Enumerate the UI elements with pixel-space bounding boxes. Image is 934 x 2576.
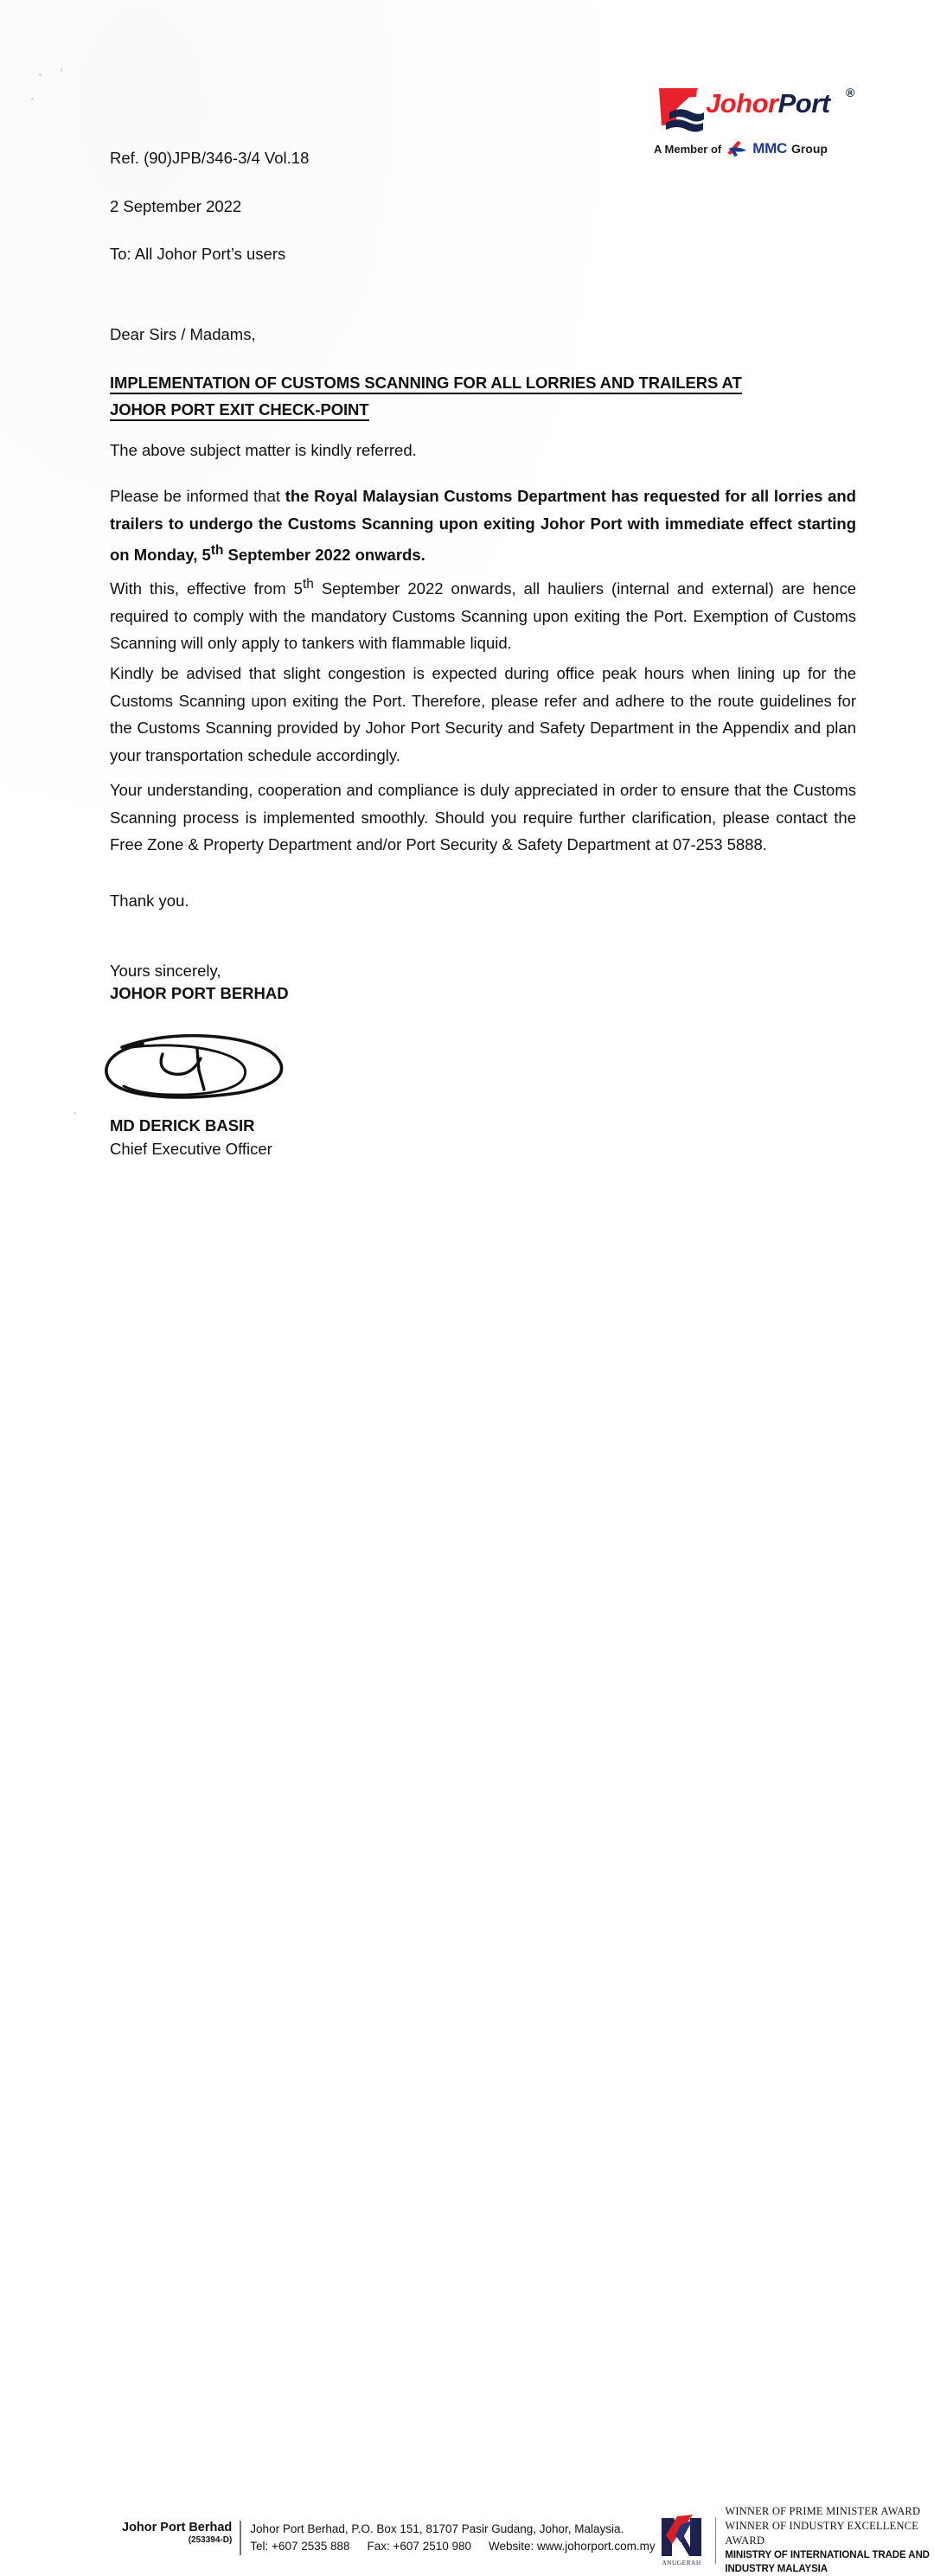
anugerah-caption: ANUGERAH xyxy=(662,2558,701,2566)
paragraph-2 xyxy=(110,483,856,569)
paragraph-3-ordinal-suffix: th xyxy=(302,577,314,591)
paragraph-3-part-b: September 2022 onwards, all hauliers (internal and external) are hence required to comply with the mandatory Customs Scanning upon exiting the Port. Exemption of Customs Scanning will only apply to tankers with flammable liquid. xyxy=(110,579,857,653)
subject-heading xyxy=(110,369,833,423)
footer-registration-number: (253394-D) xyxy=(188,2535,233,2545)
reference-number: Ref. (90)JPB/346-3/4 Vol.18 xyxy=(110,149,310,167)
subject-heading-line-1: IMPLEMENTATION OF CUSTOMS SCANNING FOR ALL LORRIES AND TRAILERS AT xyxy=(110,374,742,394)
mmc-wordmark: MMC xyxy=(752,140,787,157)
company-letterhead xyxy=(650,83,867,169)
footer-divider xyxy=(240,2521,241,2555)
recipient-line: To: All Johor Port’s users xyxy=(110,245,286,263)
footer-fax: Fax: +607 2510 980 xyxy=(367,2540,472,2553)
brand-port-text: Port xyxy=(777,88,830,118)
signer-title: Chief Executive Officer xyxy=(110,1140,272,1158)
footer-contact-line xyxy=(250,2538,655,2555)
footer-website[interactable]: Website: www.johorport.com.my xyxy=(489,2540,656,2553)
group-label: Group xyxy=(790,142,828,156)
paragraph-4: Kindly be advised that slight congestion is expected during office peak hours when lining up for the Customs Scanning upon exiting the Port. Therefore, please refer and adhere to the route guidelines for the Customs Scanning provided by Johor Port Security and Safety Department in the Appendix and plan your transportation schedule accordingly. xyxy=(110,664,856,764)
brand-wordmark xyxy=(706,88,830,119)
award-text-block xyxy=(725,2504,934,2576)
paragraph-2-bold-a: the Royal Malaysian Customs Department has requested for all lorries and trailers to undergo the Customs Scanning upon exiting Johor Port with immediate effect starting on Monday, 5 xyxy=(110,487,856,565)
signing-company: JOHOR PORT BERHAD xyxy=(110,984,289,1002)
award-line-1: WINNER OF PRIME MINISTER AWARD xyxy=(725,2505,921,2517)
johorport-logo-mark-icon xyxy=(654,85,707,135)
signer-block xyxy=(110,1114,272,1160)
member-of-label: A Member of xyxy=(654,142,722,156)
paragraph-2-ordinal-suffix: th xyxy=(210,543,224,558)
paragraph-3 xyxy=(110,571,856,657)
subject-heading-line-2: JOHOR PORT EXIT CHECK-POINT xyxy=(110,400,369,421)
salutation: Dear Sirs / Madams, xyxy=(110,325,256,343)
paragraph-1: The above subject matter is kindly referred. xyxy=(110,441,417,459)
paragraph-3-part-a: With this, effective from 5 xyxy=(110,579,303,598)
thank-you-line: Thank you. xyxy=(110,892,189,910)
johorport-logo xyxy=(650,83,867,137)
footer-company-contact xyxy=(122,2521,656,2555)
page-footer xyxy=(0,1243,934,2574)
mmc-swoosh-icon xyxy=(726,140,748,157)
footer-address: Johor Port Berhad, P.O. Box 151, 81707 Pasir Gudang, Johor, Malaysia. xyxy=(250,2522,624,2535)
scan-artifact xyxy=(61,67,62,72)
letter-date: 2 September 2022 xyxy=(110,197,242,215)
mmc-group-affiliation xyxy=(654,140,828,157)
footer-company-name: Johor Port Berhad xyxy=(122,2521,233,2534)
footer-telephone: Tel: +607 2535 888 xyxy=(250,2540,350,2553)
scan-artifact xyxy=(39,74,42,76)
footer-company-block xyxy=(122,2521,240,2545)
award-divider xyxy=(715,2517,716,2564)
paragraph-2-lead: Please be informed that xyxy=(110,487,285,505)
footer-address-block xyxy=(250,2521,655,2555)
award-line-2: WINNER OF INDUSTRY EXCELLENCE AWARD xyxy=(725,2520,919,2547)
handwritten-signature xyxy=(74,1017,333,1112)
closing-block xyxy=(110,960,289,1005)
closing-phrase: Yours sincerely, xyxy=(110,962,221,980)
footer-award-block xyxy=(655,2504,934,2576)
paragraph-2-bold-b: September 2022 onwards. xyxy=(223,546,425,565)
anugerah-award-logo xyxy=(655,2513,708,2568)
award-line-3: MINISTRY OF INTERNATIONAL TRADE AND INDUSTRY MALAYSIA xyxy=(725,2550,930,2574)
scan-artifact xyxy=(74,1112,76,1115)
registered-trademark-symbol: ® xyxy=(846,86,855,99)
scan-artifact xyxy=(31,98,34,100)
paragraph-5: Your understanding, cooperation and compliance is duly appreciated in order to ensure that the Customs Scanning process is implemented smoothly. Should you require further clarification, please contact the Free Zone & Property Department and/or Port Security & Safety Department at 07-253 5888. xyxy=(110,781,856,853)
signer-name: MD DERICK BASIR xyxy=(110,1116,255,1135)
brand-johor-text: Johor xyxy=(706,88,778,118)
